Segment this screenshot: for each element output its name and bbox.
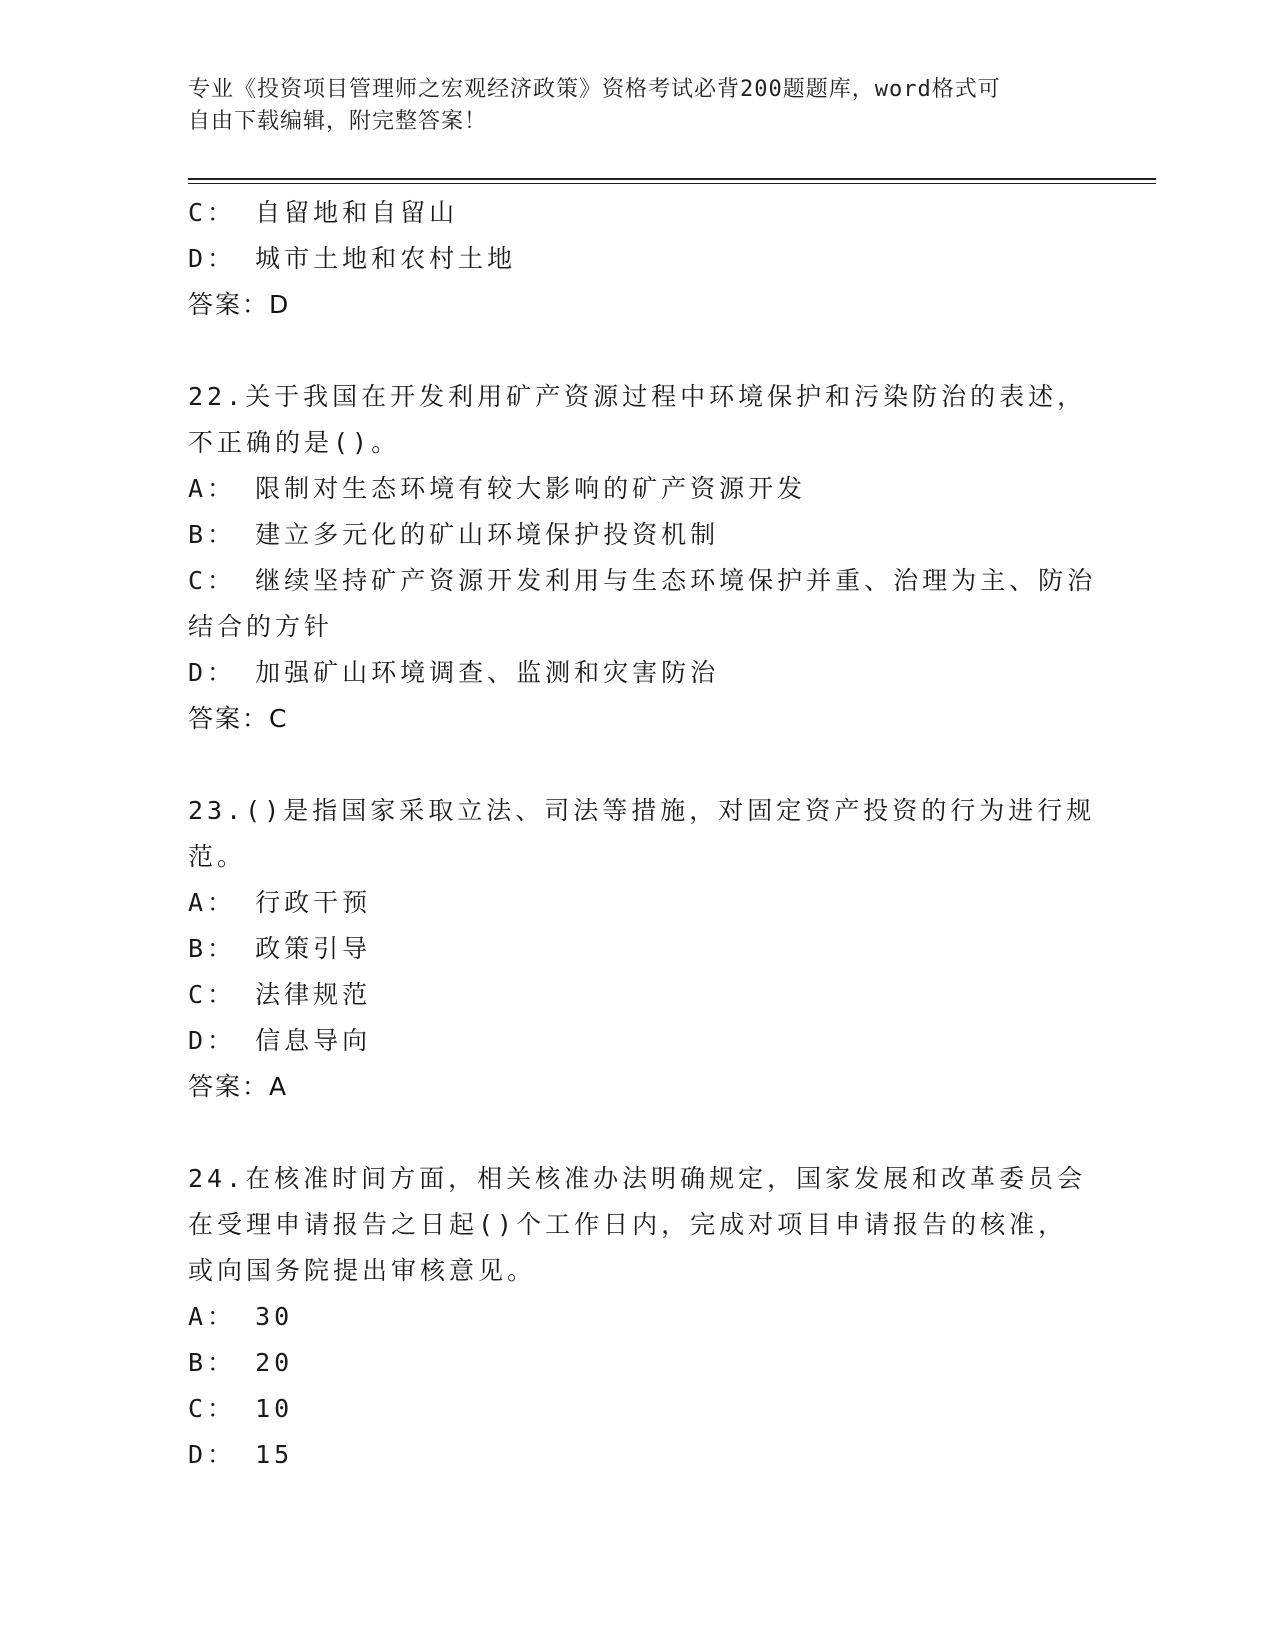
option-d — [188, 1018, 1088, 1064]
document-header — [188, 74, 1068, 138]
option-c-continuation: 结合的方针 — [188, 612, 334, 641]
option-c — [188, 558, 1097, 604]
option-b — [188, 926, 1088, 972]
question-stem-line-1: 24.在核准时间方面，相关核准办法明确规定，国家发展和改革委员会 — [188, 1164, 1087, 1193]
spacer — [188, 1110, 1088, 1156]
option-text: 行政干预 — [255, 888, 372, 917]
question-22 — [188, 374, 1097, 742]
question-21-tail — [188, 190, 1088, 328]
spacer — [188, 742, 1088, 788]
option-d — [188, 650, 1088, 696]
option-c — [188, 190, 1088, 236]
option-text: 10 — [255, 1394, 294, 1423]
spacer — [188, 328, 1088, 374]
option-key: B： — [188, 934, 237, 963]
option-key: D： — [188, 244, 237, 273]
option-text: 法律规范 — [255, 980, 372, 1009]
question-stem-line-1: 22.关于我国在开发利用矿产资源过程中环境保护和污染防治的表述， — [188, 382, 1087, 411]
option-key: C： — [188, 1394, 237, 1423]
option-key: D： — [188, 1440, 237, 1469]
option-key: B： — [188, 1348, 237, 1377]
option-key: C： — [188, 566, 237, 595]
option-c — [188, 1386, 1088, 1432]
option-d — [188, 236, 1088, 282]
option-d — [188, 1432, 1088, 1478]
question-stem-line-2: 不正确的是()。 — [188, 428, 401, 457]
option-key: B： — [188, 520, 237, 549]
option-key: C： — [188, 198, 237, 227]
answer-line: 答案：A — [188, 1072, 289, 1101]
option-text: 政策引导 — [255, 934, 372, 963]
option-a — [188, 880, 1088, 926]
option-key: D： — [188, 658, 237, 687]
option-text: 30 — [255, 1302, 294, 1331]
question-stem-line-2: 范。 — [188, 842, 247, 871]
answer-line: 答案：D — [188, 290, 291, 319]
header-rule-thick — [188, 178, 1156, 180]
option-text: 建立多元化的矿山环境保护投资机制 — [255, 520, 720, 549]
question-stem-line-3: 或向国务院提出审核意见。 — [188, 1256, 537, 1285]
question-stem-line-1: 23.()是指国家采取立法、司法等措施，对固定资产投资的行为进行规 — [188, 796, 1096, 825]
option-key: A： — [188, 1302, 237, 1331]
option-a — [188, 1294, 1088, 1340]
option-key: D： — [188, 1026, 237, 1055]
option-text: 限制对生态环境有较大影响的矿产资源开发 — [255, 474, 807, 503]
question-list — [188, 190, 1097, 1478]
option-b — [188, 512, 1088, 558]
option-text: 15 — [255, 1440, 294, 1469]
option-b — [188, 1340, 1088, 1386]
question-23 — [188, 788, 1096, 1110]
option-text: 信息导向 — [255, 1026, 372, 1055]
question-stem-line-2: 在受理申请报告之日起()个工作日内，完成对项目申请报告的核准， — [188, 1210, 1068, 1239]
option-a — [188, 466, 1088, 512]
option-text: 继续坚持矿产资源开发利用与生态环境保护并重、治理为主、防治 — [255, 566, 1097, 595]
header-rule-thin — [188, 183, 1156, 184]
option-text: 自留地和自留山 — [255, 198, 459, 227]
header-title-line-1: 专业《投资项目管理师之宏观经济政策》资格考试必背200题题库，word格式可 — [188, 77, 1001, 102]
option-c — [188, 972, 1088, 1018]
option-text: 加强矿山环境调查、监测和灾害防治 — [255, 658, 720, 687]
option-key: A： — [188, 888, 237, 917]
question-24 — [188, 1156, 1088, 1478]
option-text: 城市土地和农村土地 — [255, 244, 517, 273]
answer-line: 答案：C — [188, 704, 289, 733]
option-key: C： — [188, 980, 237, 1009]
option-key: A： — [188, 474, 237, 503]
header-title-line-2: 自由下载编辑，附完整答案！ — [188, 109, 488, 134]
option-text: 20 — [255, 1348, 294, 1377]
